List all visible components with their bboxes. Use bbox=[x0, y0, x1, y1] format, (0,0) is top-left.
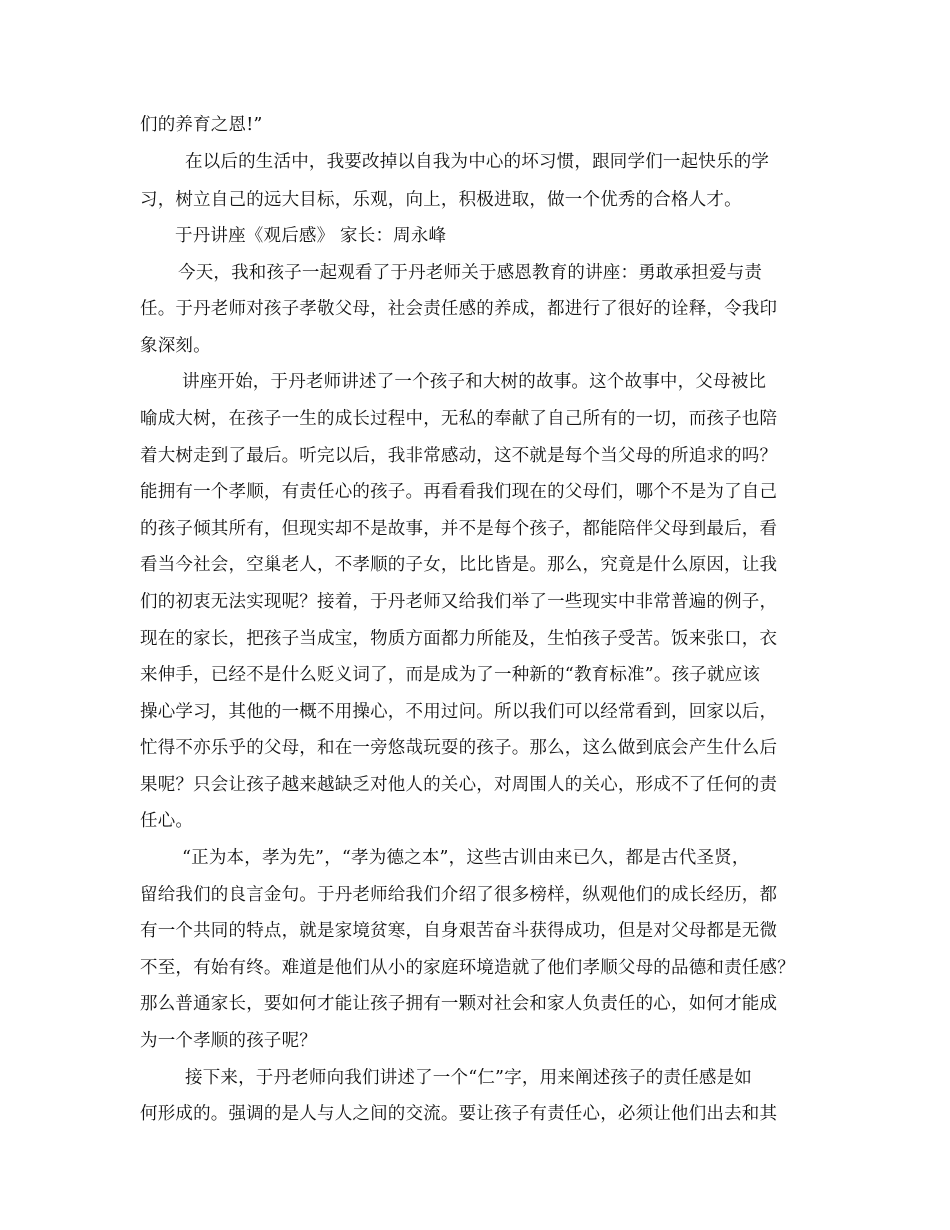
text-line: 有一个共同的特点，就是家境贫寒，自身艰苦奋斗获得成功，但是对父母都是无微 bbox=[140, 921, 778, 941]
text-line: 的孩子倾其所有，但现实却不是故事，并不是每个孩子，都能陪伴父母到最后，看 bbox=[140, 519, 778, 539]
text-line: 习，树立自己的远大目标，乐观，向上，积极进取，做一个优秀的合格人才。 bbox=[140, 190, 742, 210]
text-line: 们的养育之恩!” bbox=[140, 115, 263, 135]
paragraph-line: 在以后的生活中，我要改掉以自我为中心的坏习惯，跟同学们一起快乐的学 bbox=[185, 152, 770, 172]
text-line: 喻成大树，在孩子一生的成长过程中，无私的奉献了自己所有的一切，而孩子也陪 bbox=[140, 409, 778, 429]
text-line: 忙得不亦乐乎的父母，和在一旁悠哉玩耍的孩子。那么，这么做到底会产生什么后 bbox=[140, 738, 778, 758]
text-line: 任心。 bbox=[140, 811, 194, 831]
text-line: 操心学习，其他的一概不用操心，不用过问。所以我们可以经常看到，回家以后， bbox=[140, 702, 778, 722]
paragraph-line: 讲座开始，于丹老师讲述了一个孩子和大树的故事。这个故事中，父母被比 bbox=[182, 372, 767, 392]
text-line: 象深刻。 bbox=[140, 336, 211, 356]
paragraph-line: 今天，我和孩子一起观看了于丹老师关于感恩教育的讲座：勇敢承担爱与责 bbox=[178, 263, 763, 283]
text-line: 来伸手，已经不是什么贬义词了，而是成为了一种新的“教育标准”。孩子就应该 bbox=[140, 665, 761, 685]
text-line: 看当今社会，空巢老人，不孝顺的子女，比比皆是。那么，究竟是什么原因，让我 bbox=[140, 555, 778, 575]
text-line: 不至，有始有终。难道是他们从小的家庭环境造就了他们孝顺父母的品德和责任感？ bbox=[140, 958, 795, 978]
text-line: 能拥有一个孝顺，有责任心的孩子。再看看我们现在的父母们，哪个不是为了自己 bbox=[140, 482, 778, 502]
text-line: 任。于丹老师对孩子孝敬父母，社会责任感的养成，都进行了很好的诠释，令我印 bbox=[140, 299, 778, 319]
text-line: 为一个孝顺的孩子呢？ bbox=[140, 1031, 317, 1051]
paragraph-line: 接下来，于丹老师向我们讲述了一个“仁”字，用来阐述孩子的责任感是如 bbox=[185, 1068, 752, 1088]
text-line: 果呢？只会让孩子越来越缺乏对他人的关心，对周围人的关心，形成不了任何的责 bbox=[140, 775, 778, 795]
text-line: 那么普通家长，要如何才能让孩子拥有一颗对社会和家人负责任的心，如何才能成 bbox=[140, 994, 778, 1014]
text-line: 现在的家长，把孩子当成宝，物质方面都力所能及，生怕孩子受苦。饭来张口，衣 bbox=[140, 629, 778, 649]
text-line: 们的初衷无法实现呢？接着，于丹老师又给我们举了一些现实中非常普遍的例子， bbox=[140, 592, 778, 612]
text-line: 着大树走到了最后。听完以后，我非常感动，这不就是每个当父母的所追求的吗？ bbox=[140, 446, 778, 466]
text-line: 何形成的。强调的是人与人之间的交流。要让孩子有责任心，必须让他们出去和其 bbox=[140, 1104, 778, 1124]
paragraph-line: “正为本，孝为先”，“孝为德之本”，这些古训由来已久，都是古代圣贤， bbox=[182, 848, 750, 868]
section-heading: 于丹讲座《观后感》 家长：周永峰 bbox=[175, 226, 447, 246]
text-line: 留给我们的良言金句。于丹老师给我们介绍了很多榜样，纵观他们的成长经历，都 bbox=[140, 885, 778, 905]
